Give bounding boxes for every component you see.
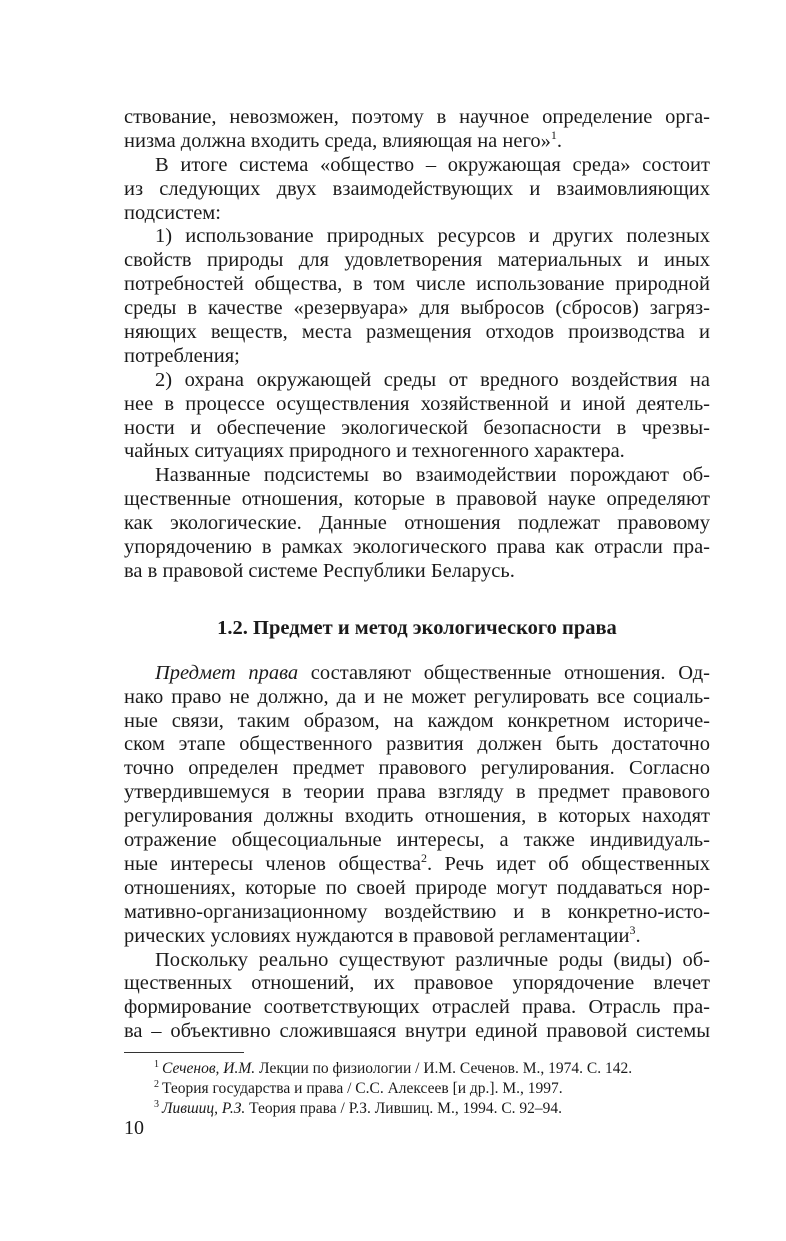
text-line: отражение общесоциальные интересы, а также индивидуаль- bbox=[124, 829, 710, 852]
text-line: упорядочению в рамках экологического права как отрасли пра- bbox=[124, 536, 710, 559]
text-line: низма должна входить среда, влияющая на него»$^1$. bbox=[124, 127, 562, 152]
text-line: ности и обеспечение экологической безопасности в чрезвы- bbox=[124, 416, 710, 439]
text-line: регулирования должны входить отношения, в которых находят bbox=[124, 805, 710, 828]
section-heading: 1.2. Предмет и метод экологического права bbox=[217, 616, 617, 639]
text-line: нако право не должно, да и не может регулировать все социаль- bbox=[124, 685, 710, 708]
text-line: ствование, невозможен, поэтому в научное определение орга- bbox=[124, 106, 710, 128]
text-line: как экологические. Данные отношения подлежат правовому bbox=[124, 512, 710, 535]
footnote-divider bbox=[124, 1052, 244, 1053]
text-line: 2) охрана окружающей среды от вредного воздействия на bbox=[155, 368, 710, 391]
page-number: 10 bbox=[124, 1117, 144, 1139]
text-line: ные интересы членов общества$^2$. Речь идет об общественных bbox=[124, 850, 710, 875]
footnote-ref[interactable]: 1 bbox=[550, 127, 557, 142]
text-line: щественные отношения, которые в правовой науке определяют bbox=[124, 488, 710, 511]
footnote-ref[interactable]: 2 bbox=[420, 850, 427, 865]
text-line: потребностей общества, в том числе использование природной bbox=[124, 273, 710, 296]
text-line: потребления; bbox=[124, 344, 240, 367]
text-line: няющих веществ, места размещения отходов производства и bbox=[124, 321, 710, 344]
text-line: отношениях, которые по своей природе могут поддаваться нор- bbox=[124, 876, 710, 899]
text-line: ском этапе общественного развития должен быть достаточно bbox=[124, 733, 710, 756]
italic-term: Предмет права bbox=[155, 661, 299, 684]
text-line: ные связи, таким образом, на каждом конкретном историче- bbox=[124, 709, 710, 732]
text-line: свойств природы для удовлетворения материальных и иных bbox=[124, 249, 710, 272]
text-line: среды в качестве «резервуара» для выбросов (сбросов) загряз- bbox=[124, 297, 710, 320]
footnote: $^2$ Теория государства и права / С.С. Алексеев [и др.]. М., 1997. bbox=[154, 1079, 563, 1098]
text-line: ва – объективно сложившаяся внутри единой правовой системы bbox=[124, 1020, 710, 1043]
text-line: 1) использование природных ресурсов и других полезных bbox=[155, 225, 710, 248]
text-line: из следующих двух взаимодействующих и взаимовлияющих bbox=[124, 177, 710, 200]
text-line: нее в процессе осуществления хозяйственной и иной деятель- bbox=[124, 392, 710, 415]
footnote-ref[interactable]: 3 bbox=[629, 922, 636, 937]
page-body bbox=[124, 106, 710, 1119]
text-line: утвердившемуся в теории права взгляду в предмет правового bbox=[124, 781, 710, 804]
text-line: точно определен предмет правового регулирования. Согласно bbox=[124, 757, 710, 780]
text-line: Поскольку реально существуют различные роды (виды) об- bbox=[155, 948, 710, 971]
text-line: чайных ситуациях природного и техногенного характера. bbox=[124, 440, 625, 463]
text-line: В итоге система «общество – окружающая среда» состоит bbox=[155, 153, 710, 176]
text-line: ва в правовой системе Республики Беларусь. bbox=[124, 559, 515, 582]
text-line: мативно-организационному воздействию и в конкретно-исто- bbox=[124, 900, 710, 923]
text-line: подсистем: bbox=[124, 201, 221, 224]
text-line: рических условиях нуждаются в правовой регламентации$^3$. bbox=[124, 922, 641, 947]
text-line: формирование соответствующих отраслей права. Отрасль пра- bbox=[124, 996, 710, 1019]
footnote: $^1$ Сеченов, И.М. Лекции по физиологии / И.М. Сеченов. М., 1974. С. 142. bbox=[154, 1059, 633, 1078]
text-line: Предмет права составляют общественные отношения. Од- bbox=[155, 661, 710, 684]
footnote: $^3$ Лившиц, Р.З. Теория права / Р.З. Лившиц. М., 1994. С. 92–94. bbox=[154, 1099, 563, 1118]
text-line: щественных отношений, их правовое упорядочение влечет bbox=[124, 972, 710, 995]
text-line: Названные подсистемы во взаимодействии порождают об- bbox=[155, 464, 710, 487]
